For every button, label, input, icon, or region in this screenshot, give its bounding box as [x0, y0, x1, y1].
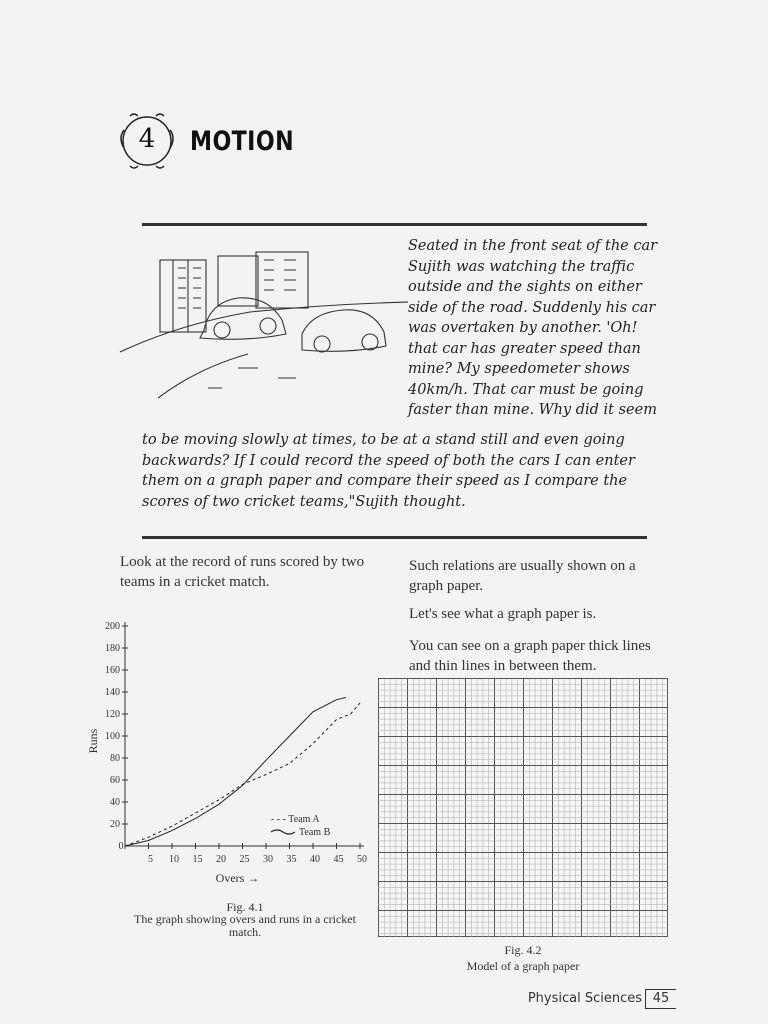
y-tick-label: 140 [105, 687, 120, 698]
legend-team-a: - - - Team A [271, 814, 320, 825]
intro-paragraph-full: to be moving slowly at times, to be at a stand still and even going backwards? If I could record the speed of both the cars I can enter them on a graph paper and compare their speed as I compare the scores of two cricket teams,"Sujith thought. [142, 432, 635, 510]
graph-paper-model [378, 678, 668, 937]
x-tick-label: 30 [263, 854, 273, 865]
right-paragraph-3: You can see on a graph paper thick lines and thin lines in between them. [409, 638, 651, 674]
x-axis-label: Overs → [215, 871, 260, 885]
page-number: 45 [645, 989, 676, 1009]
footer-subject: Physical Sciences [527, 991, 642, 1006]
right-paragraph-1: Such relations are usually shown on a graph paper. [409, 558, 636, 594]
legend-team-b: Team B [299, 827, 331, 838]
y-tick-label: 100 [105, 731, 120, 742]
chapter-title: MOTION [190, 126, 295, 157]
x-tick-label: 15 [192, 854, 203, 865]
x-tick-label: 45 [333, 854, 344, 865]
intro-top-rule [142, 223, 647, 226]
right-paragraph-2: Let's see what a graph paper is. [409, 606, 597, 622]
x-tick-label: 20 [216, 854, 226, 865]
intro-paragraph-right: Seated in the front seat of the car Sujith was watching the traffic outside and the sights on either side of the road. Suddenly his car was overtaken by another. 'Oh! that car has greater speed than mine? My speedometer shows 40km/h. That car must be going faster than mine. Why did it seem [408, 238, 658, 418]
y-tick-label: 120 [105, 709, 120, 720]
y-tick-label: 40 [110, 797, 120, 808]
x-tick-label: 35 [286, 854, 297, 865]
legend-swatch-team-b [271, 830, 295, 834]
x-tick-label: 40 [310, 854, 320, 865]
x-tick-label: 10 [169, 854, 179, 865]
y-tick-label: 160 [105, 665, 120, 676]
runs-overs-chart [85, 610, 375, 895]
series-line-team-a [125, 703, 360, 846]
y-tick-label: 60 [110, 775, 120, 786]
fig2-label: Fig. 4.2 [504, 943, 542, 957]
x-tick-label: 0 [118, 841, 124, 852]
y-tick-label: 20 [110, 819, 120, 830]
left-paragraph: Look at the record of runs scored by two teams in a cricket match. [120, 554, 365, 590]
traffic-illustration [118, 248, 408, 418]
y-tick-label: 200 [105, 621, 120, 632]
fig1-caption: The graph showing overs and runs in a cricket match. [134, 912, 356, 939]
y-axis-label: Runs [86, 728, 100, 754]
intro-bottom-rule [142, 536, 647, 539]
fig1-label: Fig. 4.1 [226, 900, 264, 914]
y-tick-label: 180 [105, 643, 120, 654]
chapter-number: 4 [138, 124, 156, 154]
x-tick-label: 5 [148, 854, 153, 865]
fig2-caption: Model of a graph paper [466, 959, 580, 973]
y-tick-label: 80 [110, 753, 120, 764]
x-tick-label: 25 [239, 854, 250, 865]
x-tick-label: 50 [357, 854, 367, 865]
